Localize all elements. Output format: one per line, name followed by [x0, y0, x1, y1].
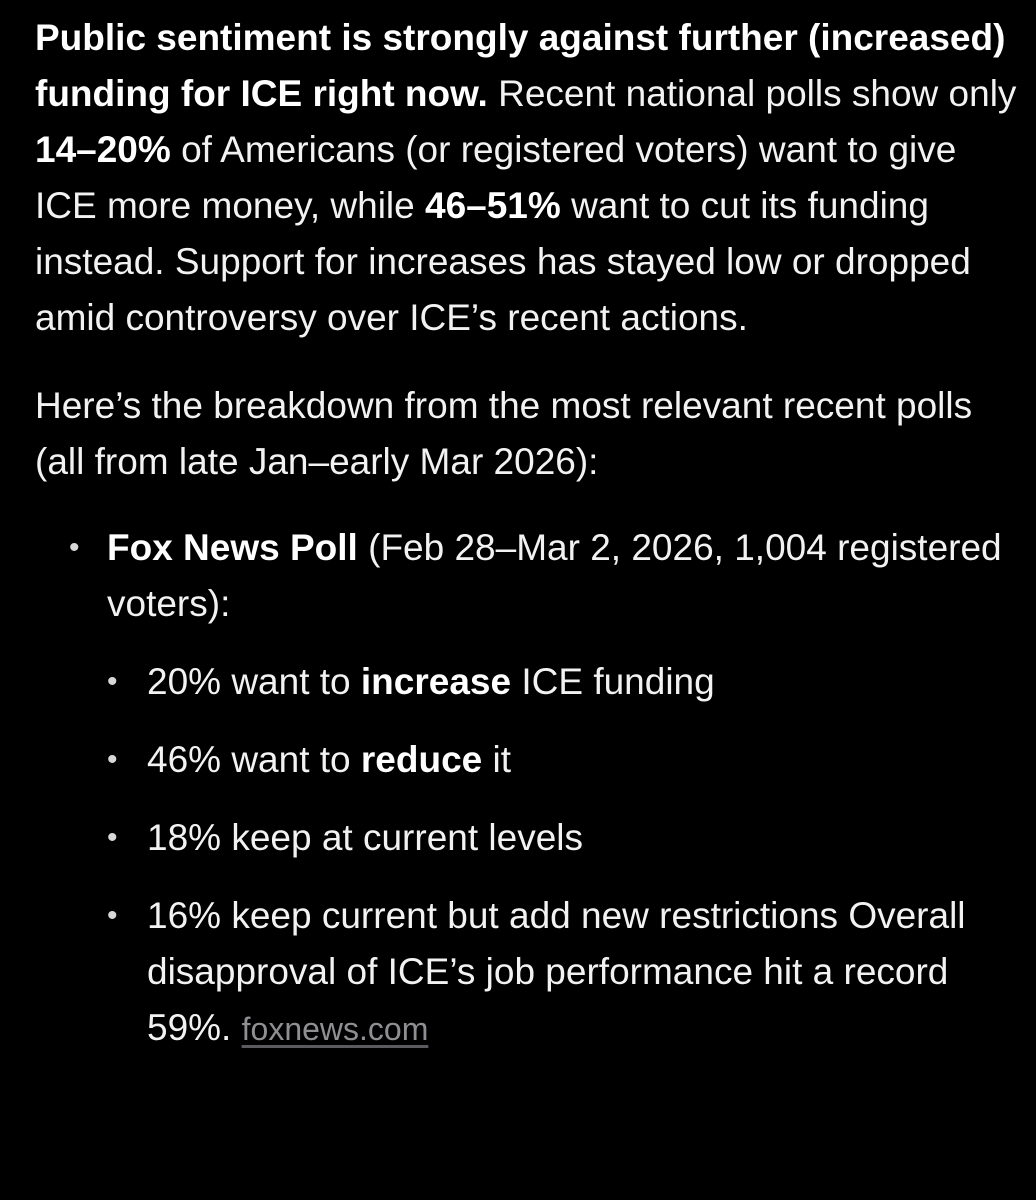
bullet-icon: • — [107, 665, 118, 698]
summary-paragraph — [35, 10, 1020, 346]
summary-range-increase: 14–20% — [35, 129, 171, 170]
poll-result-increase — [107, 654, 1020, 710]
result-bold: reduce — [360, 739, 483, 780]
poll-item-fox-news — [35, 520, 1020, 1057]
poll-result-keep-current — [107, 810, 1020, 866]
summary-text-2: of Americans (or registered voters) want to give ICE more money, while — [35, 129, 957, 226]
summary-text-3: want to cut its funding instead. Support for increases has stayed low or dropped amid controversy over ICE’s recent actions. — [35, 185, 971, 338]
result-text: ICE funding — [511, 661, 715, 702]
bullet-icon: • — [107, 821, 118, 854]
summary-range-cut: 46–51% — [425, 185, 561, 226]
poll-list — [35, 520, 1020, 1057]
result-text: 20% want to — [147, 661, 361, 702]
result-text: it — [482, 739, 512, 780]
response-content — [35, 10, 1020, 1057]
bullet-icon: • — [107, 743, 118, 776]
poll-name: Fox News Poll — [107, 527, 358, 568]
poll-result-keep-with-restrictions — [107, 888, 1020, 1057]
bullet-icon: • — [107, 899, 118, 932]
poll-result-reduce — [107, 732, 1020, 788]
poll-results-list — [107, 654, 1020, 1057]
summary-text-1: Recent national polls show only — [487, 73, 1017, 114]
result-bold: increase — [360, 661, 512, 702]
summary-bold-lead: Public sentiment is strongly against further (increased) funding for ICE right now. — [35, 17, 1006, 114]
result-text: 16% keep current but add new restrictions Overall disapproval of ICE’s job performance hit a record 59%. — [147, 895, 966, 1048]
result-text: 46% want to — [147, 739, 361, 780]
bullet-icon: • — [69, 531, 80, 564]
result-text: 18% keep at current levels — [147, 817, 584, 858]
poll-details: (Feb 28–Mar 2, 2026, 1,004 registered voters): — [107, 527, 1002, 624]
breakdown-intro: Here’s the breakdown from the most relevant recent polls (all from late Jan–early Mar 2026): — [35, 385, 973, 482]
source-link-foxnews[interactable]: foxnews.com — [241, 1011, 429, 1047]
